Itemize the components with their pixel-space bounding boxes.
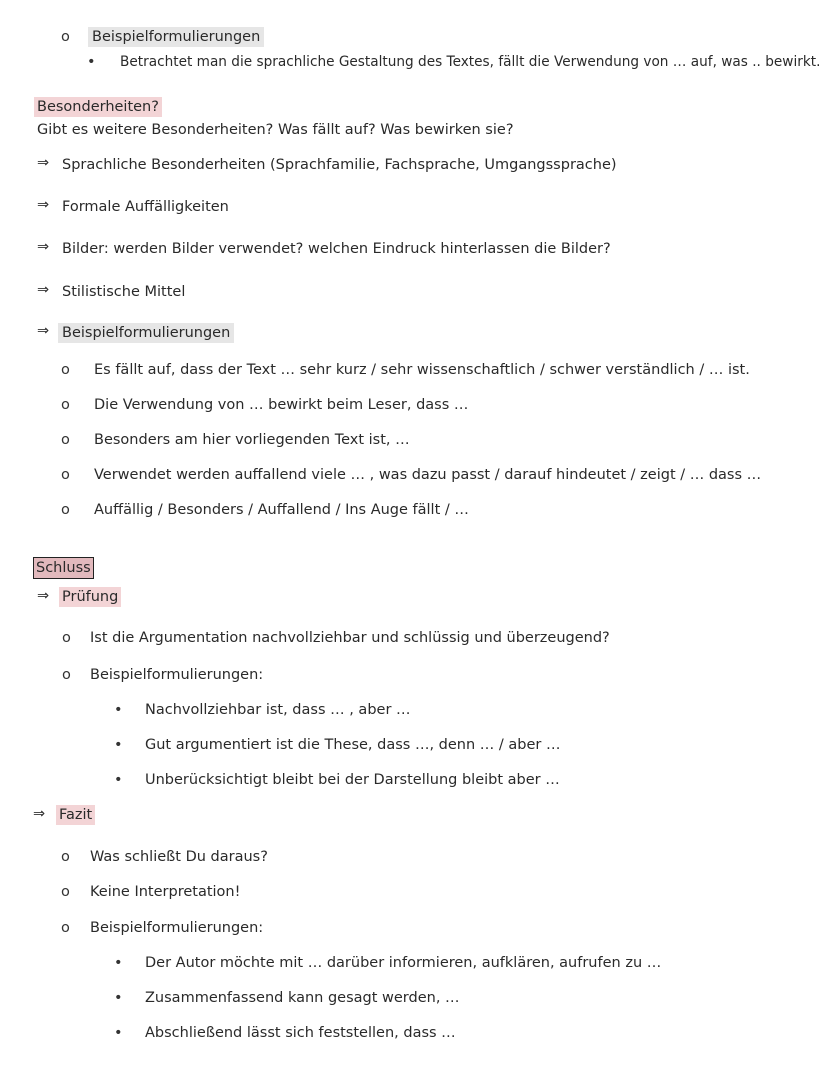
circle-bullet-icon: o	[61, 467, 70, 483]
pruefung-example: Unberücksichtigt bleibt bei der Darstellung bleibt aber …	[145, 772, 560, 788]
circle-bullet-icon: o	[61, 29, 70, 45]
fazit-example: Der Autor möchte mit … darüber informieren, aufklären, aufrufen zu …	[145, 955, 662, 971]
arrow-icon: ⇒	[37, 239, 50, 255]
besonderheiten-item: Stilistische Mittel	[62, 284, 186, 300]
circle-bullet-icon: o	[61, 849, 70, 865]
arrow-icon: ⇒	[37, 588, 50, 604]
circle-bullet-icon: o	[61, 502, 70, 518]
bullet-icon: •	[114, 1025, 123, 1041]
fazit-item: Keine Interpretation!	[90, 884, 241, 900]
schluss-heading: Schluss	[33, 557, 94, 579]
arrow-icon: ⇒	[37, 323, 50, 339]
besonderheiten-example: Die Verwendung von … bewirkt beim Leser, dass …	[94, 397, 469, 413]
fazit-heading: Fazit	[56, 805, 95, 825]
bullet-icon: •	[114, 702, 123, 718]
arrow-icon: ⇒	[37, 282, 50, 298]
bullet-icon: •	[114, 737, 123, 753]
pruefung-item: Ist die Argumentation nachvollziehbar und schlüssig und überzeugend?	[90, 630, 610, 646]
besonderheiten-heading: Besonderheiten?	[34, 97, 162, 117]
circle-bullet-icon: o	[61, 397, 70, 413]
bullet-icon: •	[114, 955, 123, 971]
circle-bullet-icon: o	[61, 884, 70, 900]
arrow-icon: ⇒	[37, 197, 50, 213]
besonderheiten-example: Auffällig / Besonders / Auffallend / Ins Auge fällt / …	[94, 502, 469, 518]
pruefung-item: Beispielformulierungen:	[90, 667, 264, 683]
fazit-example: Zusammenfassend kann gesagt werden, …	[145, 990, 460, 1006]
pruefung-example: Nachvollziehbar ist, dass … , aber …	[145, 702, 411, 718]
fazit-item: Beispielformulierungen:	[90, 920, 264, 936]
fazit-item: Was schließt Du daraus?	[90, 849, 268, 865]
besonderheiten-item: Bilder: werden Bilder verwendet? welchen Eindruck hinterlassen die Bilder?	[62, 241, 611, 257]
circle-bullet-icon: o	[61, 362, 70, 378]
circle-bullet-icon: o	[62, 667, 71, 683]
besonderheiten-example: Es fällt auf, dass der Text … sehr kurz / sehr wissenschaftlich / schwer verständlich / … ist.	[94, 362, 750, 378]
besonderheiten-item: Formale Auffälligkeiten	[62, 199, 229, 215]
bullet-icon: •	[114, 772, 123, 788]
besonderheiten-example: Verwendet werden auffallend viele … , was dazu passt / darauf hindeutet / zeigt / … dass …	[94, 467, 762, 483]
besonderheiten-example: Besonders am hier vorliegenden Text ist, …	[94, 432, 410, 448]
besonderheiten-question: Gibt es weitere Besonderheiten? Was fällt auf? Was bewirken sie?	[37, 122, 514, 138]
circle-bullet-icon: o	[61, 920, 70, 936]
pruefung-heading: Prüfung	[59, 587, 121, 607]
intro-subheading: Beispielformulierungen	[88, 27, 264, 47]
circle-bullet-icon: o	[61, 432, 70, 448]
fazit-example: Abschließend lässt sich feststellen, dass …	[145, 1025, 456, 1041]
intro-bullet-text: Betrachtet man die sprachliche Gestaltung des Textes, fällt die Verwendung von … auf, was .. bewirkt.	[120, 54, 821, 70]
besonderheiten-item: Sprachliche Besonderheiten (Sprachfamilie, Fachsprache, Umgangssprache)	[62, 157, 617, 173]
pruefung-example: Gut argumentiert ist die These, dass …, denn … / aber …	[145, 737, 561, 753]
bullet-icon: •	[87, 54, 96, 70]
besonderheiten-item-highlighted: Beispielformulierungen	[58, 323, 234, 343]
arrow-icon: ⇒	[37, 155, 50, 171]
bullet-icon: •	[114, 990, 123, 1006]
circle-bullet-icon: o	[62, 630, 71, 646]
arrow-icon: ⇒	[33, 806, 46, 822]
